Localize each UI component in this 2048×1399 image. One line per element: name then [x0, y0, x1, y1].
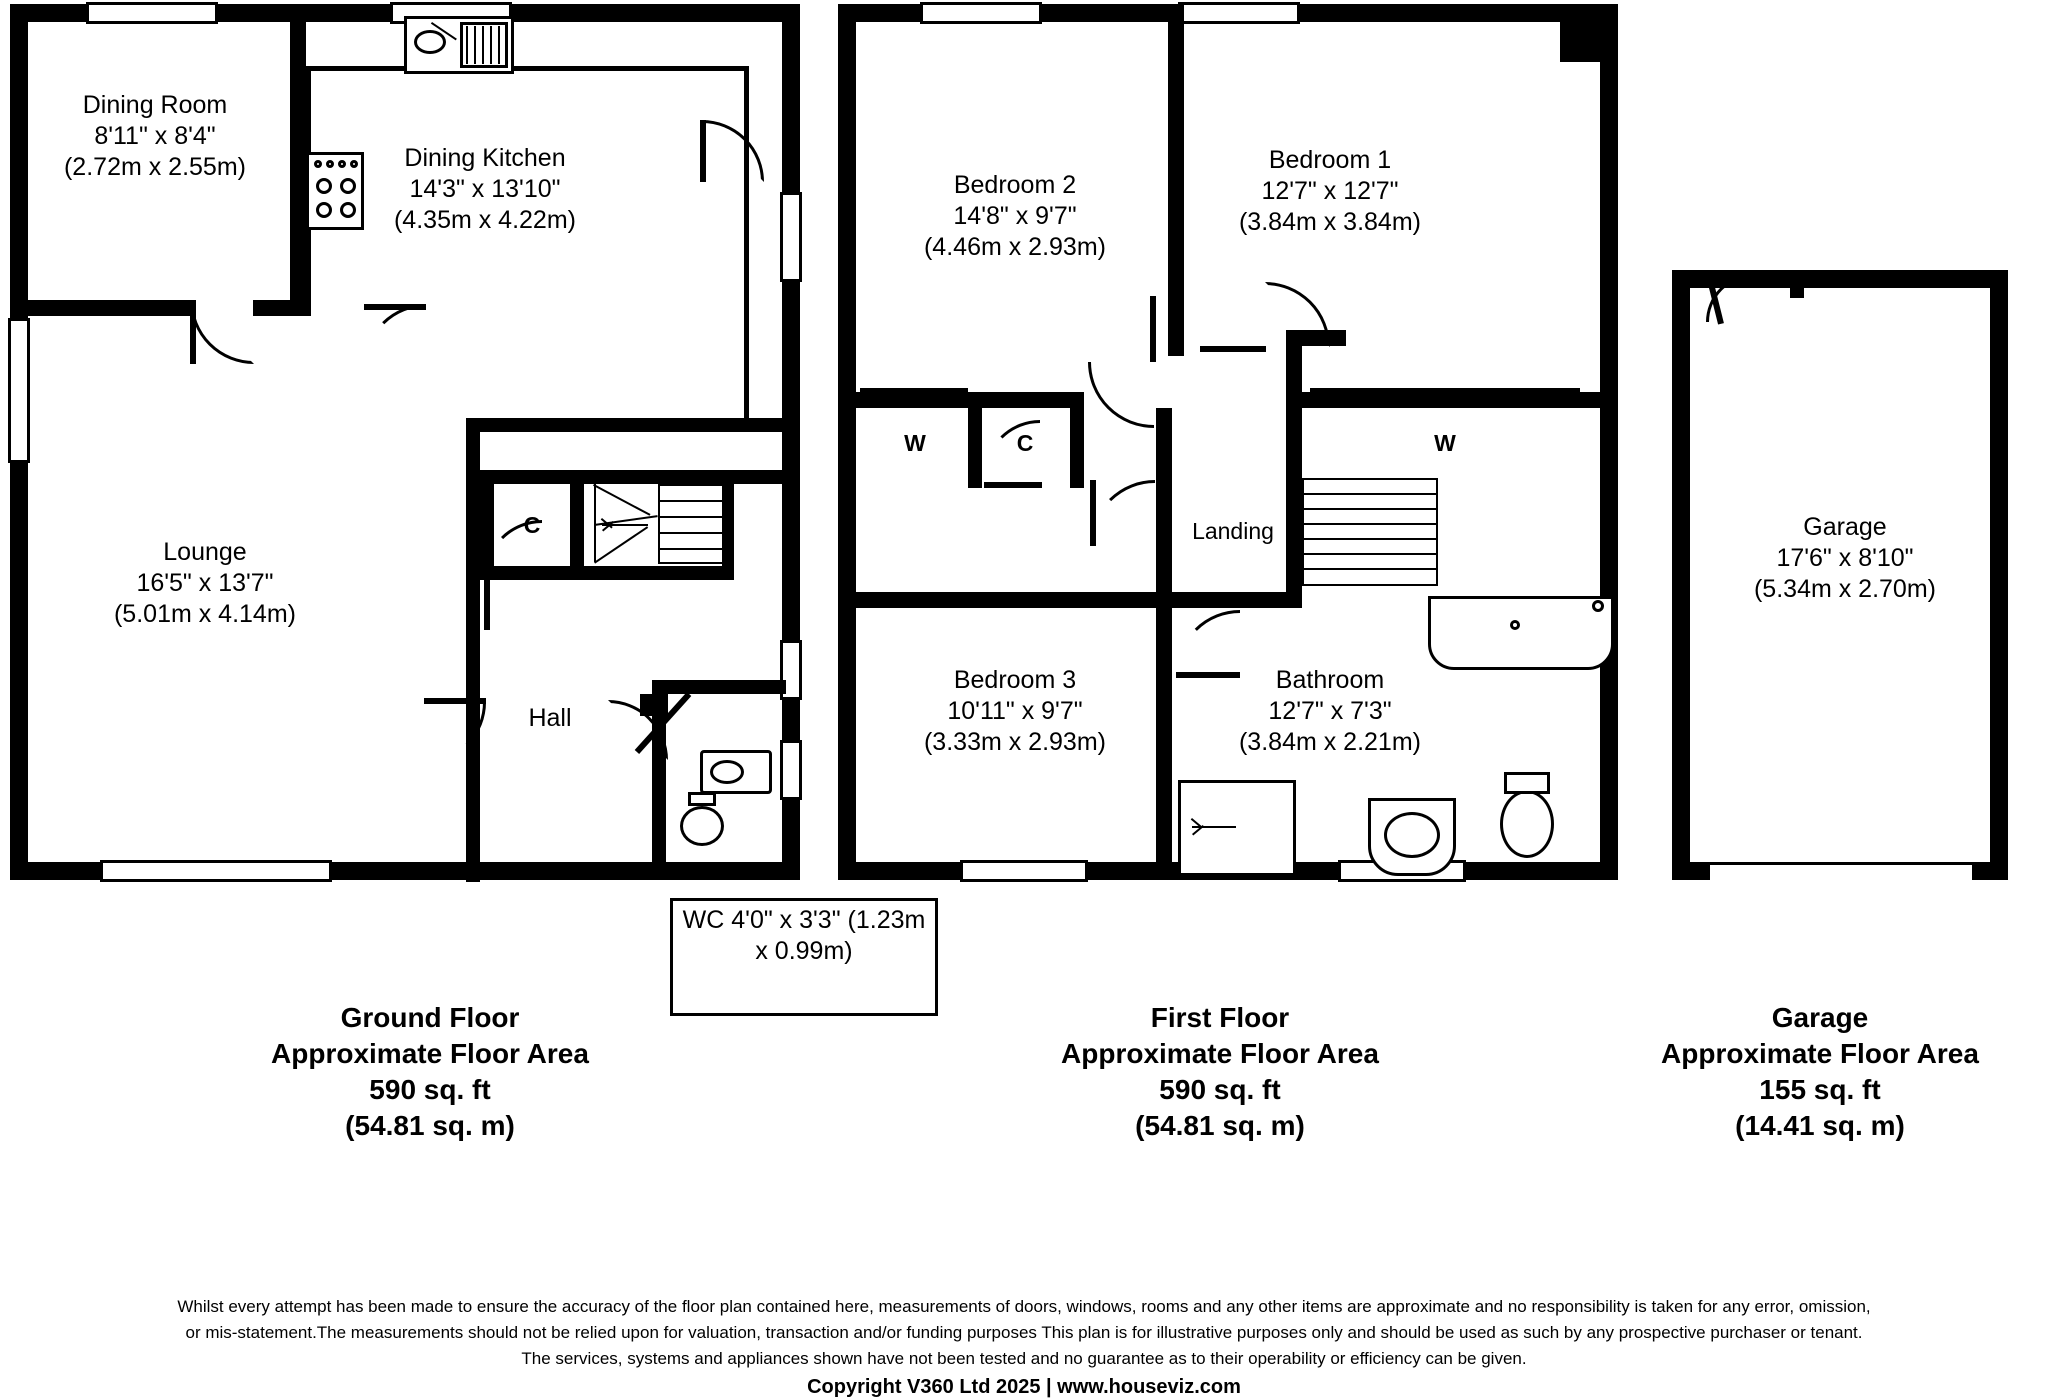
gf-wall-lounge-right-low	[466, 732, 480, 882]
floor-area-m: (54.81 sq. m)	[1135, 1110, 1305, 1141]
gf-cupboard-label: C	[523, 512, 541, 538]
ff-wall-bathroom-top	[1172, 592, 1302, 608]
room-dimension-imperial: 12'7" x 12'7"	[1261, 177, 1399, 205]
room-label-bedroom-2	[875, 170, 1155, 263]
room-dimension-metric: (4.35m x 4.22m)	[393, 206, 576, 234]
ff-wall-bed3-top	[838, 592, 1172, 608]
ff-door-bed2-leaf	[1150, 296, 1156, 362]
room-dimension-imperial: 10'11" x 9'7"	[947, 697, 1083, 725]
room-label-hall	[480, 703, 620, 734]
ff-wardrobe-line	[860, 388, 968, 393]
room-name: Bedroom 2	[953, 171, 1077, 199]
bathroom-toilet-seat-icon	[1500, 790, 1554, 858]
gf-wall-diningroom-bottom-2	[253, 300, 306, 316]
ff-wardrobe-label-right: W	[1434, 430, 1456, 456]
gf-window-wc	[780, 740, 802, 800]
disclaimer-line-1: Whilst every attempt has been made to ensure the accuracy of the floor plan contained here, measurements of doors, windows, rooms and any other items are approximate and no responsibility is taken for any error, omission,	[177, 1297, 1871, 1316]
floor-area-ft: 590 sq. ft	[1159, 1074, 1281, 1105]
disclaimer-line-2: or mis-statement.The measurements should not be relied upon for valuation, transaction and/or funding purposes This plan is for illustrative purposes only and should be used as such by any prospective purchaser or tenant.	[185, 1323, 1863, 1342]
gf-stairs	[594, 484, 724, 562]
landing-label: Landing	[1192, 518, 1274, 544]
gf-wall-hall-top	[480, 470, 786, 484]
kitchen-worktop-line-v	[744, 66, 749, 418]
gf-wall-cupboard-left	[480, 470, 494, 580]
ff-window-top-1	[920, 2, 1042, 24]
kitchen-sink-bowl-icon	[414, 30, 446, 54]
floor-label: First Floor	[1150, 1002, 1290, 1033]
garage-wall-right	[1990, 270, 2008, 880]
gf-door-lounge-arc	[364, 304, 488, 428]
room-dimension-imperial: 12'7" x 7'3"	[1268, 697, 1392, 725]
room-name: Bedroom 3	[953, 666, 1077, 694]
room-dimension-metric: (2.72m x 2.55m)	[63, 153, 246, 181]
ff-wall-landing-left	[1156, 408, 1172, 608]
shower-tray-icon	[1178, 780, 1296, 876]
ff-wall-right-notch	[1560, 4, 1618, 62]
ground-floor-summary	[170, 1000, 690, 1144]
gf-wall-cupboard-right	[570, 470, 584, 580]
gf-wall-lounge-top	[466, 418, 786, 432]
room-label-dining-room	[20, 90, 290, 183]
ff-window-top-2	[1178, 2, 1300, 24]
room-name: Lounge	[163, 538, 247, 566]
gf-window-left	[8, 318, 30, 463]
gf-wall-cupboard-bottom	[480, 566, 584, 580]
gf-door-lounge-leaf	[364, 304, 426, 310]
bathroom-basin-bowl-icon	[1384, 812, 1440, 858]
room-name: Garage	[1803, 513, 1887, 541]
room-dimension-imperial: 4'0" x 3'3"	[731, 906, 841, 934]
bathroom-cistern-icon	[1504, 772, 1550, 794]
gf-window-bottom-1	[100, 860, 332, 882]
floor-area-ft: 590 sq. ft	[369, 1074, 491, 1105]
room-dimension-metric: (1.23m x 0.99m)	[755, 906, 926, 965]
ff-wall-bed2-bottom-2	[838, 392, 854, 412]
disclaimer-line-3: The services, systems and appliances shown have not been tested and no guarantee as to their operability or efficiency can be given.	[521, 1349, 1527, 1368]
room-name: Bedroom 1	[1268, 146, 1392, 174]
ff-wall-bed2-bed1	[1168, 4, 1184, 356]
gf-door-cupboard-leaf	[484, 572, 490, 630]
floor-label: Ground Floor	[340, 1002, 520, 1033]
room-dimension-imperial: 8'11" x 8'4"	[94, 122, 216, 150]
floor-area-title: Approximate Floor Area	[1661, 1038, 1979, 1069]
ff-wall-right	[1600, 4, 1618, 880]
gf-window-right-1	[780, 192, 802, 282]
gf-front-door-threshold	[640, 694, 668, 716]
room-label-lounge	[55, 537, 355, 630]
room-dimension-imperial: 14'8" x 9'7"	[953, 202, 1077, 230]
floor-area-title: Approximate Floor Area	[1061, 1038, 1379, 1069]
garage-door-jamb	[1790, 270, 1804, 298]
room-label-bedroom-3	[870, 665, 1160, 758]
ff-wardrobe-line-right	[1310, 388, 1580, 393]
gf-wall-diningroom-bottom	[10, 300, 190, 316]
ff-stairs	[1302, 478, 1436, 586]
ff-door-cupboard-leaf	[984, 482, 1042, 488]
ff-wall-wardrobe-divider	[968, 392, 982, 488]
ff-wall-landing-right	[1286, 408, 1302, 608]
wc-toilet-seat-icon	[680, 806, 724, 846]
room-dimension-metric: (4.46m x 2.93m)	[923, 233, 1106, 261]
room-name: Dining Kitchen	[404, 144, 566, 172]
room-label-bedroom-1	[1185, 145, 1475, 238]
floor-area-title: Approximate Floor Area	[271, 1038, 589, 1069]
room-name: Dining Room	[82, 91, 228, 119]
room-dimension-metric: (3.33m x 2.93m)	[923, 728, 1106, 756]
floor-area-ft: 155 sq. ft	[1759, 1074, 1881, 1105]
gf-door-lounge-hall-leaf	[424, 698, 486, 704]
room-label-garage	[1700, 512, 1990, 605]
gf-door-kitchen-leaf	[700, 120, 706, 182]
room-dimension-imperial: 14'3" x 13'10"	[409, 175, 561, 203]
room-dimension-imperial: 16'5" x 13'7"	[136, 569, 274, 597]
copyright-line: Copyright V360 Ltd 2025 | www.houseviz.com	[807, 1376, 1241, 1398]
room-dimension-metric: (5.34m x 2.70m)	[1753, 575, 1936, 603]
room-dimension-metric: (3.84m x 3.84m)	[1238, 208, 1421, 236]
gf-wall-diningroom-right	[290, 4, 306, 316]
ff-cupboard-label: C	[1016, 430, 1034, 456]
ff-wardrobe-label-left: W	[904, 430, 926, 456]
room-label-bathroom	[1190, 665, 1470, 758]
room-label-dining-kitchen	[320, 143, 650, 236]
room-dimension-metric: (3.84m x 2.21m)	[1238, 728, 1421, 756]
ff-wall-cupboard-right	[1070, 392, 1084, 488]
wc-basin-bowl-icon	[710, 760, 744, 784]
kitchen-worktop-line	[306, 66, 746, 71]
bath-icon	[1428, 596, 1614, 670]
room-name: Bathroom	[1275, 666, 1385, 694]
floor-label: Garage	[1771, 1002, 1869, 1033]
bath-tap-icon	[1592, 600, 1604, 612]
bath-plug-icon	[1510, 620, 1520, 630]
garage-wall-left	[1672, 270, 1690, 880]
room-dimension-imperial: 17'6" x 8'10"	[1776, 544, 1914, 572]
ff-wall-left	[838, 4, 856, 880]
ff-window-bottom-1	[960, 860, 1088, 882]
wc-callout-box	[670, 898, 938, 1016]
ff-wall-bed1-bottom	[1300, 392, 1618, 408]
room-dimension-metric: (5.01m x 4.14m)	[113, 600, 296, 628]
gf-wall-stairs-bottom	[584, 566, 734, 580]
ff-door-bed1-leaf	[1200, 346, 1266, 352]
garage-door-opening	[1710, 862, 1972, 880]
first-floor-summary	[960, 1000, 1480, 1144]
wc-cistern-icon	[688, 792, 716, 806]
gf-wall-wc-top	[652, 680, 786, 694]
floor-area-m: (14.41 sq. m)	[1735, 1110, 1905, 1141]
room-name: WC	[682, 906, 725, 934]
ff-door-bed3-leaf	[1090, 480, 1096, 546]
ff-door-bed3-arc	[1090, 480, 1220, 610]
floor-area-m: (54.81 sq. m)	[345, 1110, 515, 1141]
gf-window-top-1	[86, 2, 218, 24]
room-name: Hall	[528, 704, 572, 732]
garage-summary	[1560, 1000, 2048, 1144]
